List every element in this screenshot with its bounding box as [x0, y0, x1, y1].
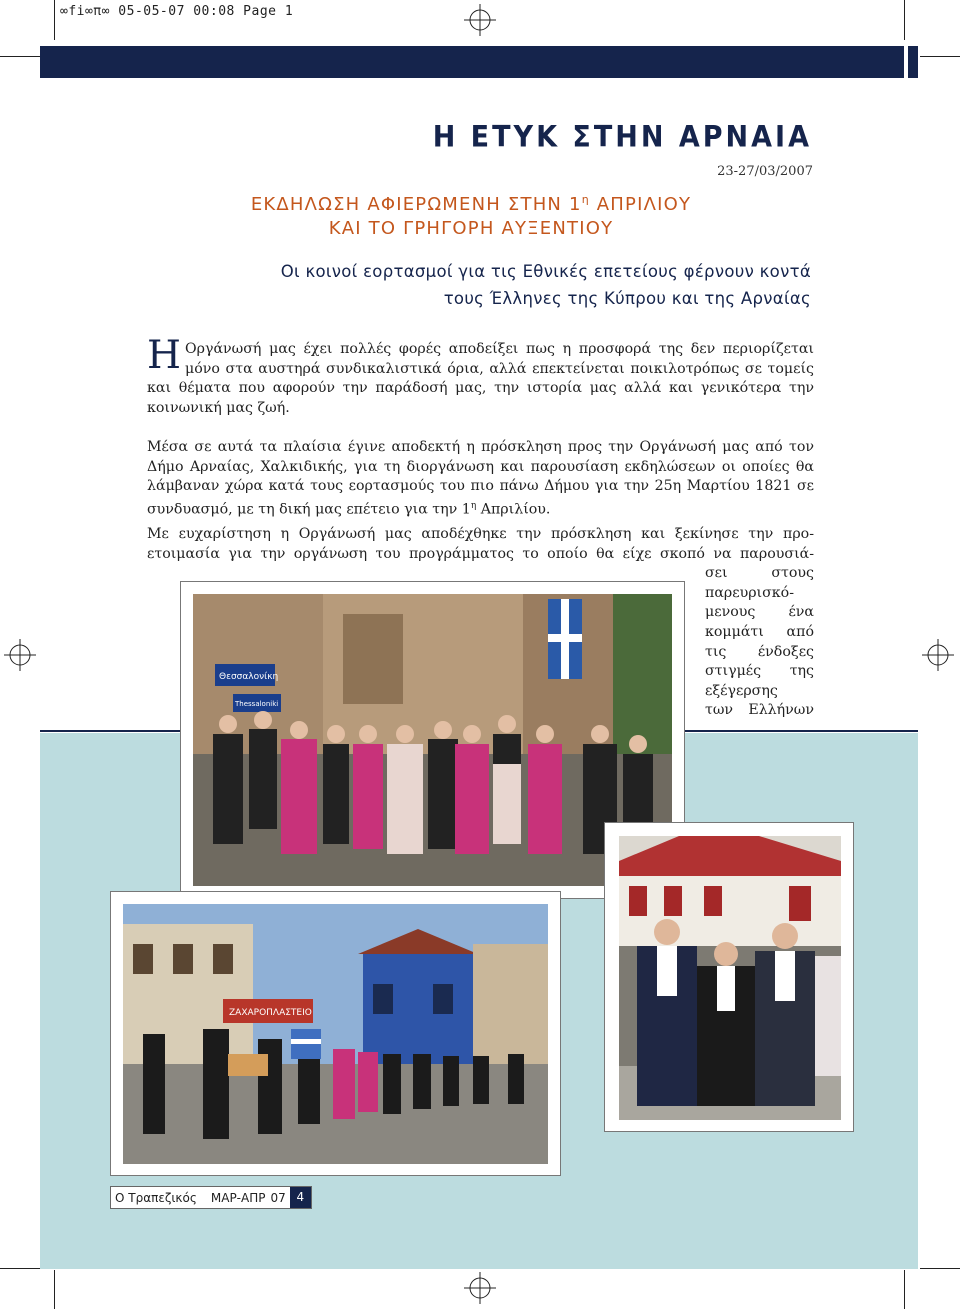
paragraph-3-line: τις ένδοξες: [705, 643, 814, 660]
street-sign-text: Θεσσαλονίκη: [219, 672, 279, 682]
three-men-photo-frame: [604, 822, 854, 1132]
article-subtitle: [191, 258, 811, 312]
parade-photo: [123, 904, 548, 1164]
paragraph-3-line: στιγμές της: [705, 663, 814, 680]
paragraph-3-line: μενους ένα: [705, 604, 814, 621]
paragraph-2-end: Απριλίου.: [476, 501, 551, 518]
event-line1-text: ΕΚΔΗΛΩΣΗ ΑΦΙΕΡΩΜΕΝΗ ΣΤΗΝ 1: [250, 194, 582, 215]
header-band-end: [908, 46, 918, 78]
paragraph-3-line: ετοιμασία για την οργάνωση του προγράμματος το οποίο θα είχε σκοπό να παρουσιά-: [147, 545, 814, 562]
event-line1-suffix: ΑΠΡΙΛΙΟΥ: [589, 194, 692, 215]
crop-mark: [0, 56, 40, 57]
footer-year: 07: [270, 1190, 286, 1205]
registration-mark-top: [464, 4, 496, 36]
parade-banner-text: ΖΑΧΑΡΟΠΛΑΣΤΕΙΟ: [229, 1008, 312, 1018]
parade-photo-frame: [110, 891, 561, 1176]
paragraph-3-line: των Ελλήνων: [705, 702, 814, 719]
subtitle-line1: Οι κοινοί εορτασμοί για τις Εθνικές επετείους φέρνουν κοντά: [280, 262, 811, 281]
article-paragraph-1: [147, 333, 814, 418]
page-footer: [110, 1186, 312, 1209]
event-line1-sup: η: [581, 193, 590, 206]
crop-mark: [920, 56, 960, 57]
paragraph-3-line: παρευρισκό-: [705, 584, 795, 601]
registration-mark-left: [4, 639, 36, 671]
group-photo: [193, 594, 672, 886]
footer-page-number: 4: [290, 1187, 311, 1208]
three-men-photo: [619, 836, 841, 1120]
event-date: 23-27/03/2007: [717, 164, 813, 179]
event-heading-line2: ΚΑΙ ΤΟ ΓΡΗΓΟΡΗ ΑΥΞΕΝΤΙΟΥ: [328, 218, 614, 239]
page-title: Η ΕΤΥΚ ΣΤΗΝ ΑΡΝΑΙΑ: [432, 120, 812, 155]
paragraph-3-line: εξέγερσης: [705, 682, 778, 699]
paragraph-3-line: κομμάτι από: [705, 623, 814, 640]
print-slug: ∞fi∞π∞ 05-05-07 00:08 Page 1: [60, 4, 294, 19]
event-heading-line1: [226, 188, 716, 217]
subtitle-line2: τους Έλληνες της Κύπρου και της Αρναίας: [443, 289, 811, 308]
drop-cap: Η: [147, 333, 182, 378]
crop-mark: [54, 1270, 55, 1309]
paragraph-2-text: Μέσα σε αυτά τα πλαίσια έγινε αποδεκτή η πρόσκληση προς την Οργάνωσή μας από τον Δήμο Αρναίας, Χαλκιδικής, για τη διοργάνωση και παρουσίαση εκδηλώσεων οι οποίες θα λάμβαναν χώρα κατά τους εορτασμούς του πιο πάνω Δήμου για την 25η Μαρτίου 1821 σε συνδυασμό, με τη δική μας επέτειο για την 1: [147, 439, 814, 518]
crop-mark: [904, 1270, 905, 1309]
header-band: [40, 46, 904, 78]
article-paragraph-2: [147, 438, 814, 520]
event-heading: [226, 188, 716, 241]
crop-mark: [904, 0, 905, 40]
footer-issue: ΜΑΡ-ΑΠΡ: [210, 1190, 266, 1205]
paragraph-3-line: σει στους: [705, 565, 814, 582]
paragraph-2-sup: η: [470, 500, 477, 511]
crop-mark: [920, 1268, 960, 1269]
footer-publication: Ο Τραπεζικός: [115, 1190, 197, 1205]
crop-mark: [54, 0, 55, 40]
paragraph-3-line: Με ευχαρίστηση η Οργάνωσή μας αποδέχθηκε την πρόσκληση και ξεκίνησε την προ-: [147, 526, 814, 542]
registration-mark-right: [922, 639, 954, 671]
paragraph-1-text: Οργάνωσή μας έχει πολλές φορές αποδείξει πως η προσφορά της δεν περιορίζεται μόνο στα αυστηρά συνδικαλιστικά όρια, αλλά επεκτείνεται ποικιλοτρόπως σε τομείς και θέματα που αφορούν την παράδοσή μας, την ιστορία μας αλλά και γενικότερα την κοινωνική μας ζωή.: [147, 341, 814, 416]
crop-mark: [0, 1268, 40, 1269]
street-sign-text: Thessaloniki: [235, 700, 279, 708]
registration-mark-bottom: [464, 1272, 496, 1304]
